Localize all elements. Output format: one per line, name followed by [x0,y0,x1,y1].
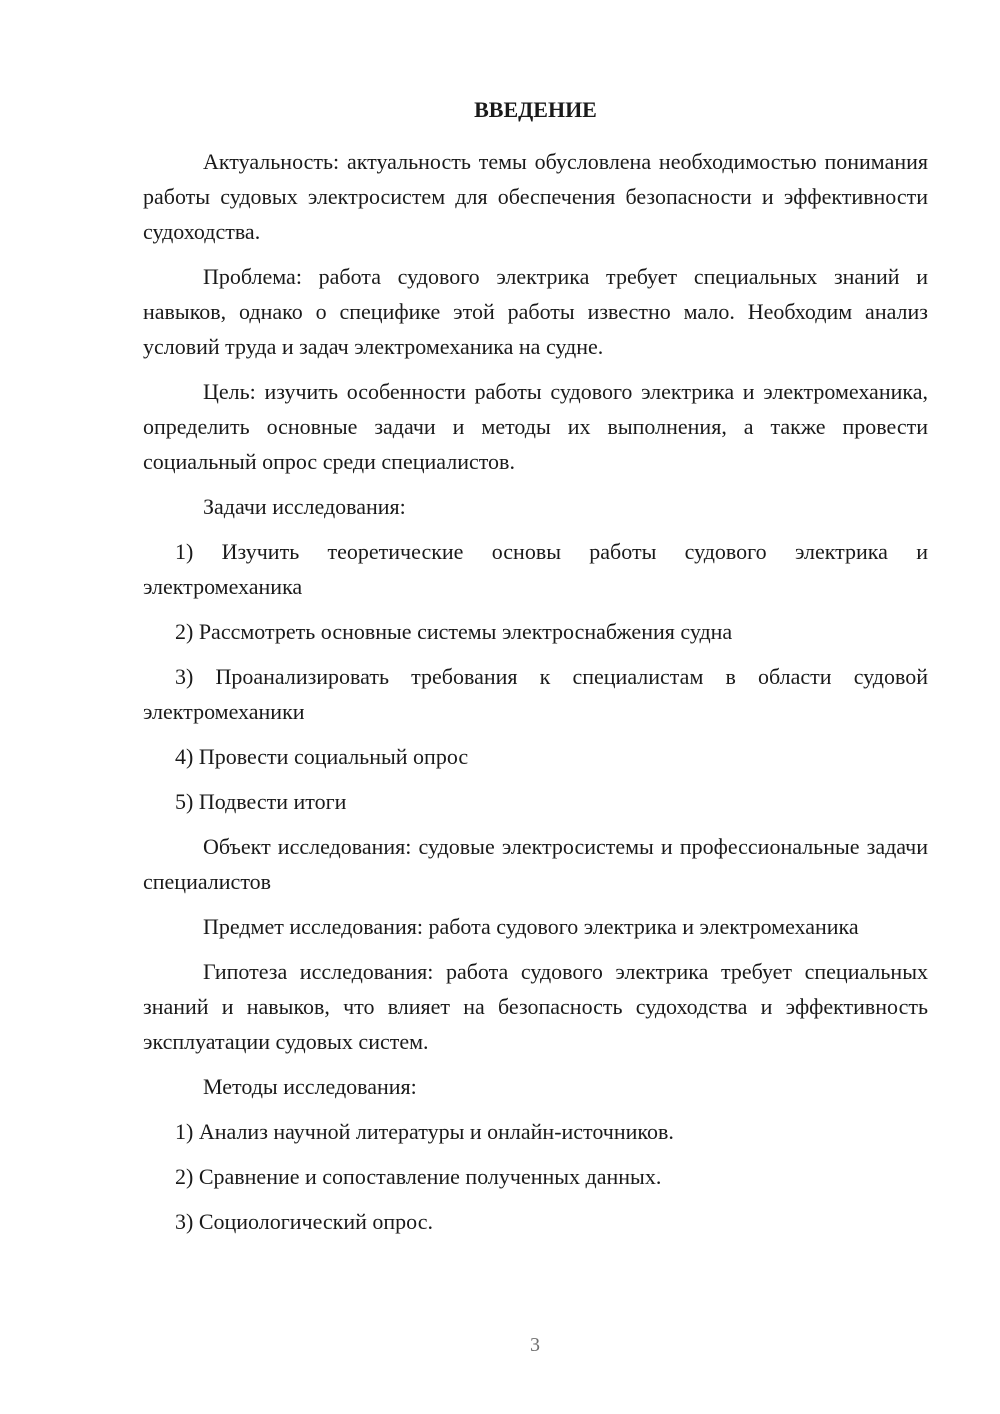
task-item-3: 3) Проанализировать требования к специалистам в области судовой электромеханики [143,664,928,724]
goal-paragraph: Цель: изучить особенности работы судового электрика и электромеханика, определить основные задачи и методы их выполнения, а также провести социальный опрос среди специалистов. [143,379,928,474]
problem-paragraph: Проблема: работа судового электрика требует специальных знаний и навыков, однако о специфике этой работы известно мало. Необходим анализ условий труда и задач электромеханика на судне. [143,264,928,359]
section-heading: ВВЕДЕНИЕ [474,97,597,122]
hypothesis-paragraph: Гипотеза исследования: работа судового электрика требует специальных знаний и навыков, что влияет на безопасность судоходства и эффективность эксплуатации судовых систем. [143,959,928,1054]
subject-paragraph: Предмет исследования: работа судового электрика и электромеханика [203,914,859,939]
tasks-title: Задачи исследования: [203,494,406,519]
method-item-2: 2) Сравнение и сопоставление полученных данных. [175,1164,662,1189]
methods-title: Методы исследования: [203,1074,417,1099]
method-item-1: 1) Анализ научной литературы и онлайн-источников. [175,1119,674,1144]
task-item-1: 1) Изучить теоретические основы работы судового электрика и электромеханика [143,539,928,599]
relevance-paragraph: Актуальность: актуальность темы обусловлена необходимостью понимания работы судовых электросистем для обеспечения безопасности и эффективности судоходства. [143,149,928,244]
task-item-4: 4) Провести социальный опрос [175,744,469,769]
document-page [143,96,928,1249]
page-number: 3 [530,1334,540,1356]
task-item-2: 2) Рассмотреть основные системы электроснабжения судна [175,619,733,644]
method-item-3: 3) Социологический опрос. [175,1209,433,1234]
task-item-5: 5) Подвести итоги [175,789,347,814]
object-paragraph: Объект исследования: судовые электросистемы и профессиональные задачи специалистов [143,834,928,894]
